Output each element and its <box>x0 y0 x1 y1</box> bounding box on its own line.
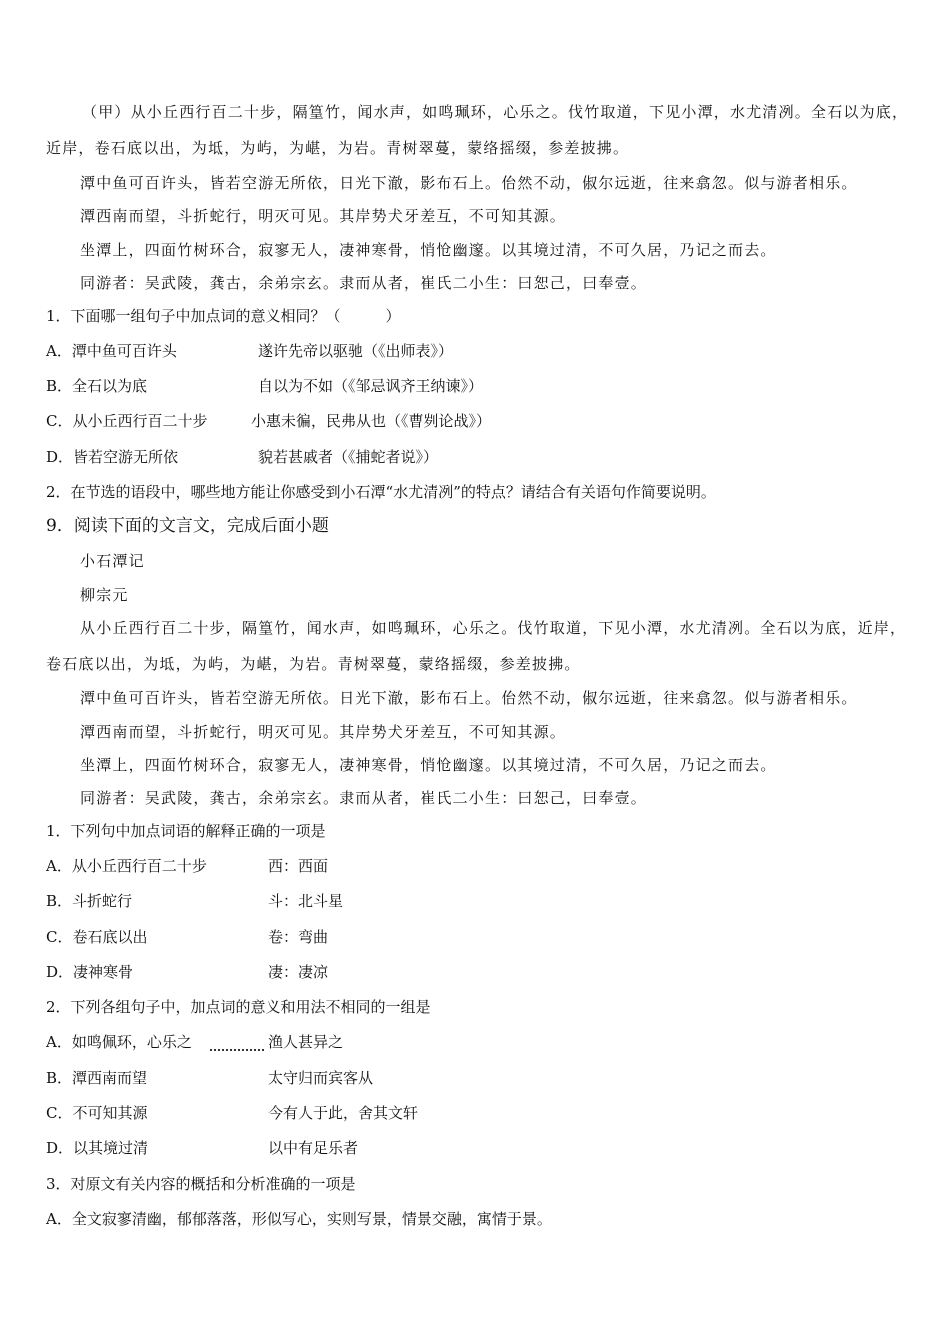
q9-p2: 潭中鱼可百许头，皆若空游无所依。日光下澈，影布石上。佁然不动，俶尔远逝，往来翕忽。似与游者相乐。 <box>80 689 858 707</box>
q1-option-a-pair: 遂许先帝以驱驰（《出师表》） <box>258 342 454 360</box>
q9-2-stem: 2．下列各组句子中，加点词的意义和用法不相同的一组是 <box>46 998 431 1016</box>
q9-2-option-b-pair: 太守归而宾客从 <box>268 1069 374 1087</box>
q1-option-d-label: D．皆若空游无所依 <box>46 448 179 466</box>
q9-1-option-c-pair: 卷：弯曲 <box>268 928 329 946</box>
passage-a-p1-line2: 近岸，卷石底以出，为坻，为屿，为嵁，为岩。青树翠蔓，蒙络摇缀，参差披拂。 <box>46 139 630 157</box>
q9-1-option-a-pair: 西：西面 <box>268 857 329 875</box>
q9-p3: 潭西南而望，斗折蛇行，明灭可见。其岸势犬牙差互，不可知其源。 <box>80 723 567 741</box>
q9-2-option-d-label: D．以其境过清 <box>46 1139 149 1157</box>
q9-2-option-a-label: A．如鸣佩环，心乐之 <box>46 1033 192 1051</box>
q9-1-option-b-pair: 斗：北斗星 <box>268 892 344 910</box>
q9-2-option-c-pair: 今有人于此，舍其文轩 <box>268 1104 419 1122</box>
q2-stem: 2．在节选的语段中，哪些地方能让你感受到小石潭“水尤清冽”的特点？请结合有关语句作简要说明。 <box>46 483 716 501</box>
q1-option-b-pair: 自以为不如（《邹忌讽齐王纳谏》） <box>258 377 484 395</box>
q9-1-stem: 1．下列句中加点词语的解释正确的一项是 <box>46 822 326 840</box>
q9-p5: 同游者：吴武陵，龚古，余弟宗玄。隶而从者，崔氏二小生：曰恕己，曰奉壹。 <box>80 789 648 807</box>
passage-a-p3: 潭西南而望，斗折蛇行，明灭可见。其岸势犬牙差互，不可知其源。 <box>80 207 567 225</box>
q9-1-option-a-label: A．从小丘西行百二十步 <box>46 857 207 875</box>
q9-p1-line1: 从小丘西行百二十步，隔篁竹，闻水声，如鸣珮环，心乐之。伐竹取道，下见小潭，水尤清冽。全石以为底，近岸， <box>80 619 907 637</box>
q9-3-stem: 3．对原文有关内容的概括和分析准确的一项是 <box>46 1175 356 1193</box>
emphasis-dots <box>210 1049 264 1051</box>
q1-option-a-label: A．潭中鱼可百许头 <box>46 342 177 360</box>
q1-option-c-label: C．从小丘西行百二十步 <box>46 412 208 430</box>
q9-p1-line2: 卷石底以出，为坻，为屿，为嵁，为岩。青树翠蔓，蒙络摇缀，参差披拂。 <box>46 655 581 673</box>
passage-author: 柳宗元 <box>80 586 129 604</box>
q9-1-option-b-label: B．斗折蛇行 <box>46 892 133 910</box>
q9-1-option-d-pair: 凄：凄凉 <box>268 963 329 981</box>
passage-a-p5: 同游者：吴武陵，龚古，余弟宗玄。隶而从者，崔氏二小生：曰恕己，曰奉壹。 <box>80 274 648 292</box>
q1-option-d-pair: 貌若甚戚者（《捕蛇者说》） <box>258 448 439 466</box>
q9-3-option-a: A．全文寂寥清幽，郁郁落落，形似写心，实则写景，情景交融，寓情于景。 <box>46 1210 552 1228</box>
q9-heading: 9．阅读下面的文言文，完成后面小题 <box>46 516 329 536</box>
q9-p4: 坐潭上，四面竹树环合，寂寥无人，凄神寒骨，悄怆幽邃。以其境过清，不可久居，乃记之而去。 <box>80 756 777 774</box>
q1-option-c-pair: 小惠未徧，民弗从也（《曹刿论战》） <box>251 412 492 430</box>
q9-1-option-d-label: D．凄神寒骨 <box>46 963 134 981</box>
q9-2-option-a-pair: 渔人甚异之 <box>268 1033 344 1051</box>
q9-1-option-c-label: C．卷石底以出 <box>46 928 148 946</box>
passage-a-p1-line1: （甲）从小丘西行百二十步，隔篁竹，闻水声，如鸣珮环，心乐之。伐竹取道，下见小潭，水尤清冽。全石以为底， <box>82 103 909 121</box>
q1-option-b-label: B．全石以为底 <box>46 377 148 395</box>
passage-a-p2: 潭中鱼可百许头，皆若空游无所依，日光下澈，影布石上。佁然不动，俶尔远逝，往来翕忽。似与游者相乐。 <box>80 174 858 192</box>
q9-2-option-c-label: C．不可知其源 <box>46 1104 148 1122</box>
passage-title: 小石潭记 <box>80 552 145 570</box>
passage-a-p4: 坐潭上，四面竹树环合，寂寥无人，凄神寒骨，悄怆幽邃。以其境过清，不可久居，乃记之而去。 <box>80 241 777 259</box>
q9-2-option-b-label: B．潭西南而望 <box>46 1069 148 1087</box>
q1-stem: 1．下面哪一组句子中加点词的意义相同？（ ） <box>46 307 401 325</box>
q9-2-option-d-pair: 以中有足乐者 <box>268 1139 359 1157</box>
